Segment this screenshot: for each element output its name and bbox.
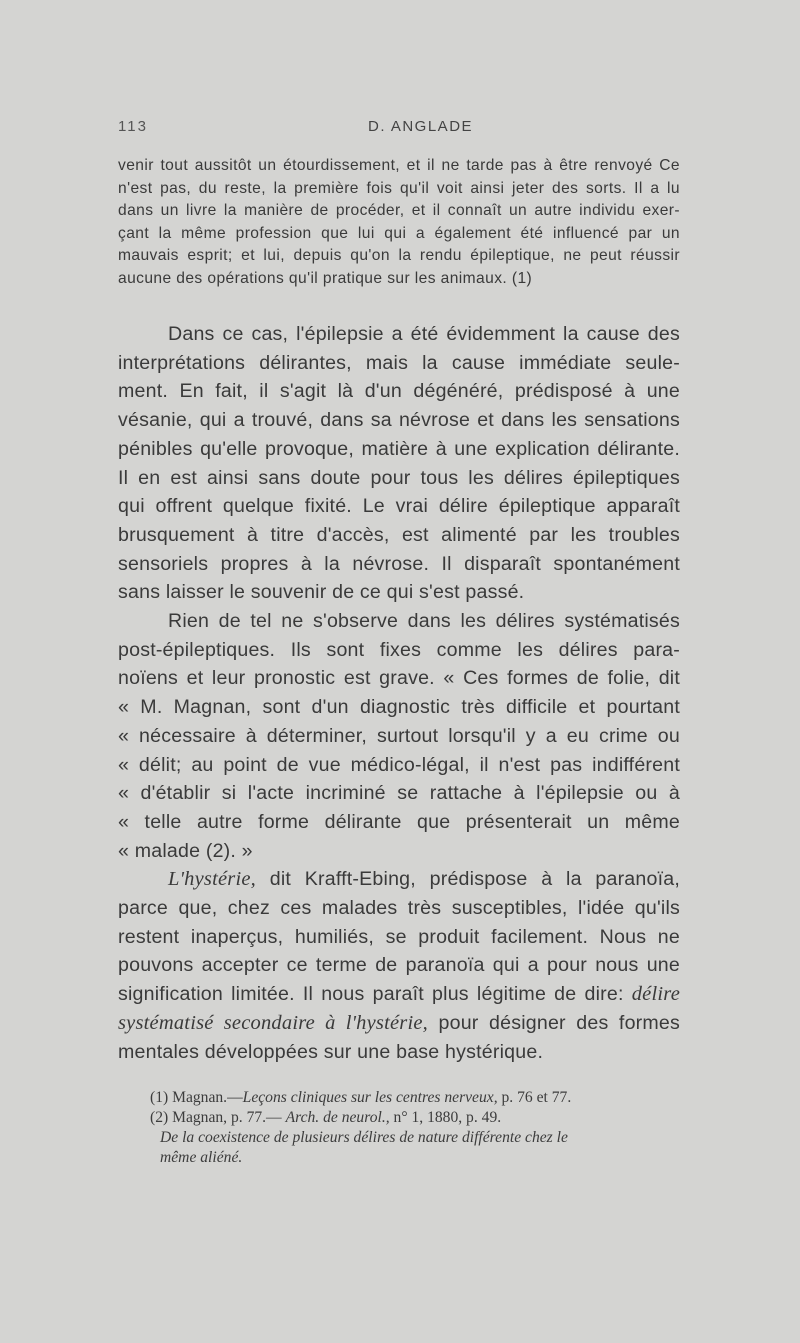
body-line: restent inaperçus, humiliés, se produit facilement. Nous ne [118, 925, 680, 948]
body-line: post-épileptiques. Ils sont fixes comme les délires para- [118, 638, 680, 661]
body-line: ment. En fait, il s'agit là d'un dégénéré, prédisposé à une [118, 380, 680, 403]
body-line: interprétations délirantes, mais la cause immédiate seule- [118, 351, 680, 374]
body-line: brusquement à titre d'accès, est alimenté par les troubles [118, 523, 680, 546]
body-line: systématisé secondaire à l'hystérie, pour désigner des formes [118, 1011, 681, 1034]
quote-line: n'est pas, du reste, la première fois qu'il voit ainsi jeter des sorts. Il a lu [118, 179, 680, 197]
body-line: sans laisser le souvenir de ce qui s'est passé. [118, 581, 525, 604]
body-line: pouvons accepter ce terme de paranoïa qui a pour nous une [118, 954, 680, 977]
body-line: sensoriels propres à la névrose. Il disparaît spontanément [118, 552, 680, 575]
body-line: « malade (2). » [118, 839, 253, 862]
main-text [118, 320, 680, 1066]
page-number: 113 [118, 118, 148, 135]
hysteria-term: L'hystérie, [168, 868, 257, 891]
body-line: noïens et leur pronostic est grave. « Ces formes de folie, dit [118, 667, 680, 690]
body-line: vésanie, qui a trouvé, dans sa névrose et dans les sensations [118, 409, 680, 432]
body-line: pénibles qu'elle provoque, matière à une explication délirante. [118, 437, 680, 460]
quote-line: mauvais esprit; et lui, depuis qu'on la rendu épileptique, ne peut réussir [118, 247, 680, 265]
footnote-1: (1) Magnan.—Leçons cliniques sur les centres nerveux, p. 76 et 77. [150, 1089, 572, 1106]
quote-line: dans un livre la manière de procéder, et il connaît un autre individu exer- [118, 202, 680, 220]
footnote-2: (2) Magnan, p. 77.— Arch. de neurol., n° 1, 1880, p. 49. [150, 1109, 502, 1126]
quoted-case-text [118, 155, 680, 291]
body-line: mentales développées sur une base hystérique. [118, 1040, 544, 1063]
quote-line: çant la même profession que lui qui a également été influencé par un [118, 224, 680, 242]
body-line: « nécessaire à déterminer, surtout lorsqu'il y a eu crime ou [118, 724, 680, 747]
quote-line: aucune des opérations qu'il pratique sur les animaux. (1) [118, 269, 533, 287]
running-title: D. ANGLADE [368, 118, 474, 135]
body-line: « d'établir si l'acte incriminé se rattache à l'épilepsie ou à [118, 782, 680, 805]
body-line: L'hystérie, dit Krafft-Ebing, prédispose à la paranoïa, [168, 868, 680, 891]
body-line: qui offrent quelque fixité. Le vrai délire épileptique apparaît [118, 495, 680, 518]
body-line: « telle autre forme délirante que présenterait un même [118, 810, 680, 833]
body-line: signification limitée. Il nous paraît plus légitime de dire: délire [118, 983, 680, 1006]
footnote-2-continuation: même aliéné. [160, 1149, 243, 1166]
quote-line: venir tout aussitôt un étourdissement, et il ne tarde pas à être renvoyé Ce [118, 157, 680, 174]
body-line: « M. Magnan, sont d'un diagnostic très difficile et pourtant [118, 696, 680, 719]
body-line: Dans ce cas, l'épilepsie a été évidemment la cause des [168, 323, 680, 345]
body-line: Il en est ainsi sans doute pour tous les délires épileptiques [118, 466, 680, 489]
page-header [118, 118, 680, 142]
body-line: parce que, chez ces malades très susceptibles, l'idée qu'ils [118, 897, 680, 920]
body-line: Rien de tel ne s'observe dans les délires systématisés [168, 610, 680, 633]
body-line: « délit; au point de vue médico-légal, il n'est pas indifférent [118, 753, 680, 776]
footnotes [150, 1088, 690, 1168]
footnote-2-continuation: De la coexistence de plusieurs délires de nature différente chez le [160, 1129, 568, 1146]
